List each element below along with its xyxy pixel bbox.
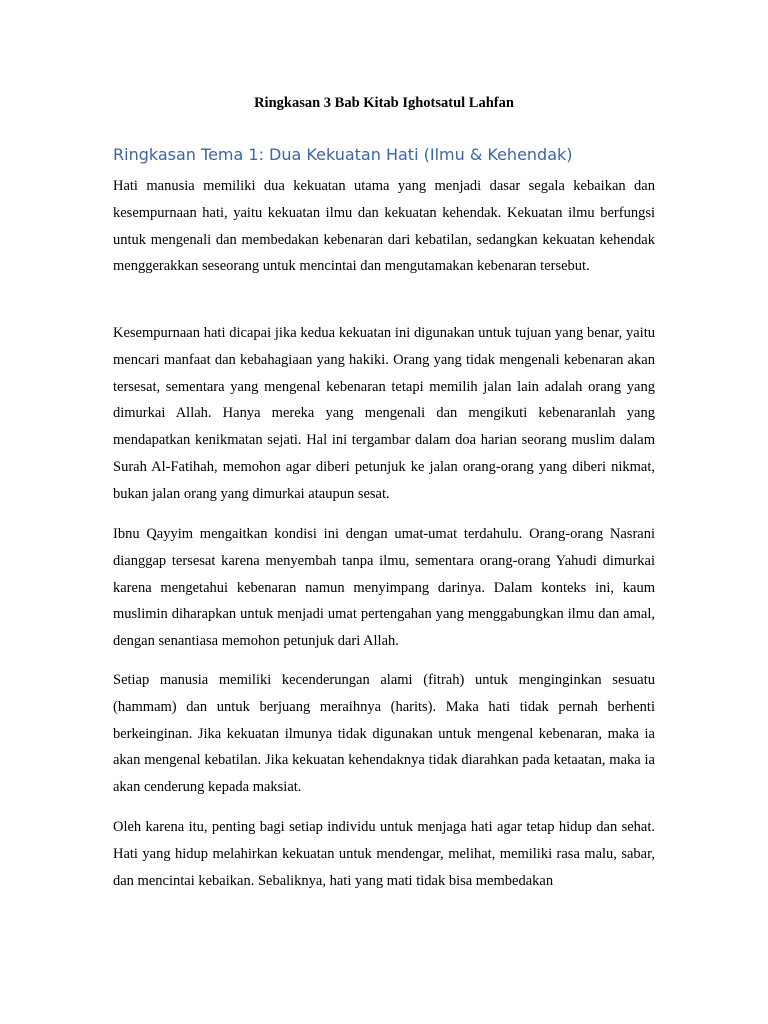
paragraph-5: Oleh karena itu, penting bagi setiap individu untuk menjaga hati agar tetap hidup dan sehat. Hati yang hidup melahirkan kekuatan untuk mendengar, melihat, memiliki rasa malu, sabar, dan mencintai kebaikan. Sebaliknya, hati yang mati tidak bisa membedakan: [113, 819, 655, 889]
document-title: Ringkasan 3 Bab Kitab Ighotsatul Lahfan: [254, 95, 514, 111]
section-heading: Ringkasan Tema 1: Dua Kekuatan Hati (Ilmu & Kehendak): [113, 145, 573, 164]
paragraph-1: Hati manusia memiliki dua kekuatan utama yang menjadi dasar segala kebaikan dan kesempurnaan hati, yaitu kekuatan ilmu dan kekuatan kehendak. Kekuatan ilmu berfungsi untuk mengenali dan membedakan kebenaran dari kebatilan, sedangkan kekuatan kehendak menggerakkan seseorang untuk mencintai dan mengutamakan kebenaran tersebut.: [113, 178, 655, 275]
paragraph-3: Ibnu Qayyim mengaitkan kondisi ini dengan umat-umat terdahulu. Orang-orang Nasrani dianggap tersesat karena menyembah tanpa ilmu, sementara orang-orang Yahudi dimurkai karena mengetahui kebenaran namun menyimpang darinya. Dalam konteks ini, kaum muslimin diharapkan untuk menjadi umat pertengahan yang menggabungkan ilmu dan amal, dengan senantiasa memohon petunjuk dari Allah.: [113, 526, 655, 650]
paragraph-2: Kesempurnaan hati dicapai jika kedua kekuatan ini digunakan untuk tujuan yang benar, yaitu mencari manfaat dan kebahagiaan yang hakiki. Orang yang tidak mengenali kebenaran akan tersesat, sementara yang mengenal kebenaran tetapi memilih jalan lain adalah orang yang dimurkai Allah. Hanya mereka yang mengenali dan mengikuti kebenaranlah yang mendapatkan kenikmatan sejati. Hal ini tergambar dalam doa harian seorang muslim dalam Surah Al-Fatihah, memohon agar diberi petunjuk ke jalan orang-orang yang diberi nikmat, bukan jalan orang yang dimurkai ataupun sesat.: [113, 325, 655, 502]
paragraph-4: Setiap manusia memiliki kecenderungan alami (fitrah) untuk menginginkan sesuatu (hammam) dan untuk berjuang meraihnya (harits). Maka hati tidak pernah berhenti berkeinginan. Jika kekuatan ilmunya tidak digunakan untuk mengenal kebenaran, maka ia akan mengenal kebatilan. Jika kekuatan kehendaknya tidak diarahkan pada ketaatan, maka ia akan cenderung kepada maksiat.: [113, 672, 655, 796]
